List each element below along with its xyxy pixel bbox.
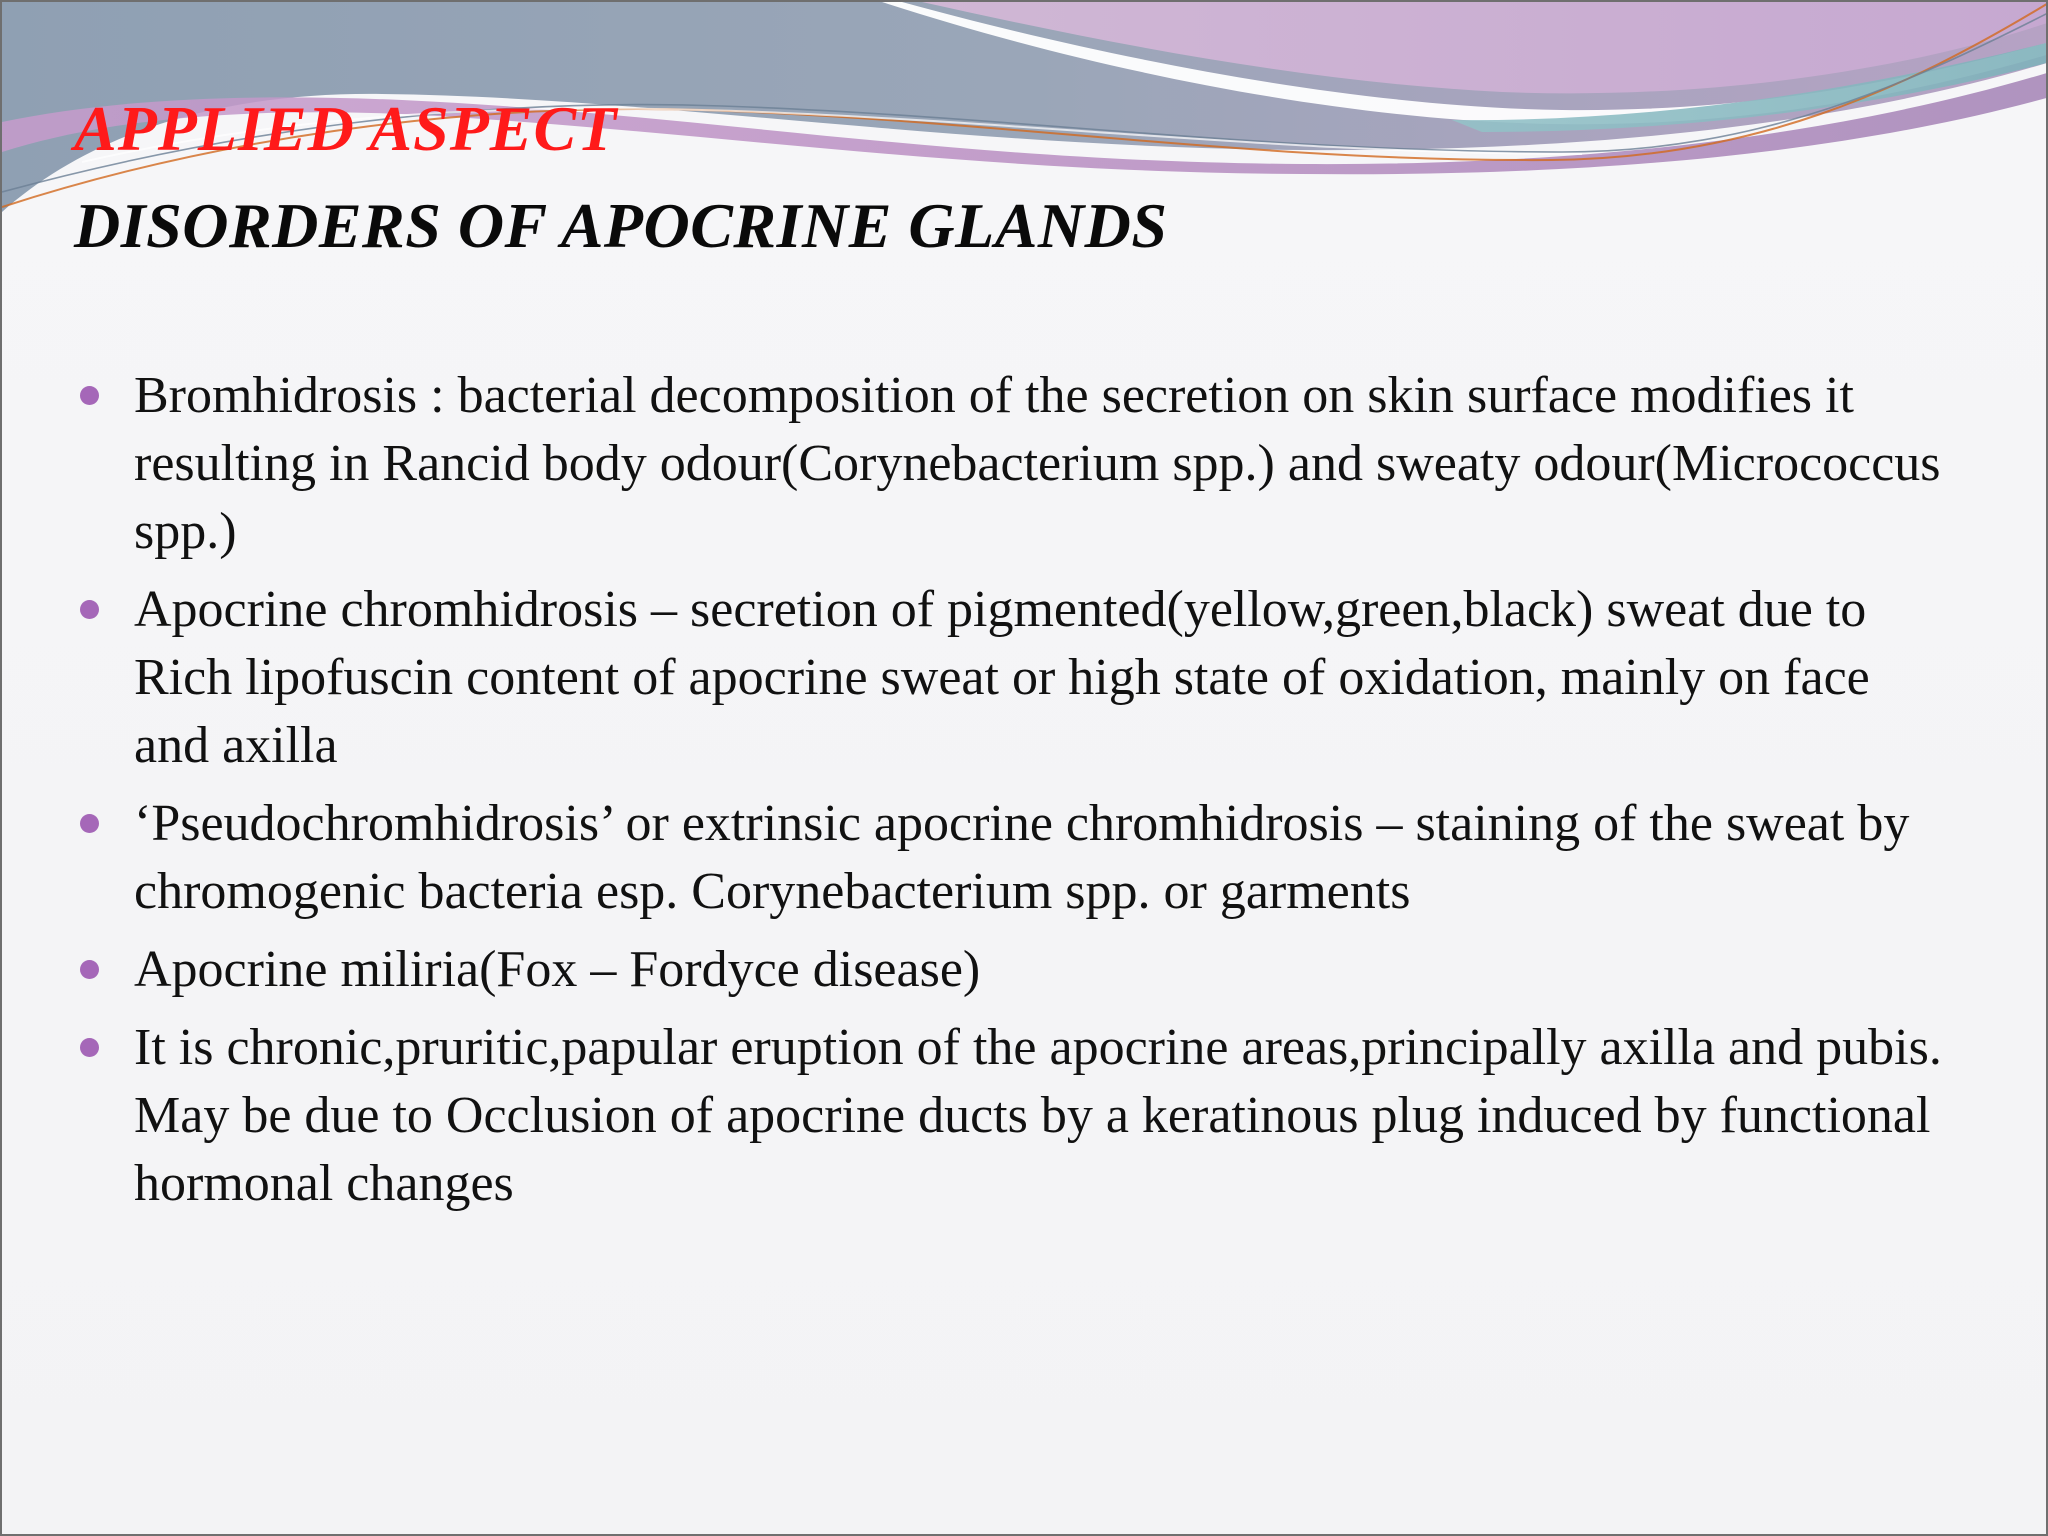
bullet-item-apocrine-chromhidrosis [72, 576, 1952, 780]
bullet-text: It is chronic,pruritic,papular eruption of the apocrine areas,principally axilla and pubis. May be due to Occlusion of apocrine ducts by a keratinous plug induced by functional hormonal changes [134, 1019, 1942, 1212]
bullet-list [72, 362, 1952, 1228]
bullet-dot-icon [80, 960, 99, 979]
bullet-dot-icon [80, 600, 99, 619]
bullet-item-bromhidrosis [72, 362, 1952, 566]
bullet-text: Bromhidrosis : bacterial decomposition of the secretion on skin surface modifies it resulting in Rancid body odour(Corynebacterium spp.) and sweaty odour(Micrococcus spp.) [134, 367, 1941, 560]
bullet-dot-icon [80, 814, 99, 833]
bullet-text: Apocrine miliria(Fox – Fordyce disease) [134, 941, 981, 998]
bullet-item-chronic-eruption [72, 1014, 1952, 1218]
bullet-text: Apocrine chromhidrosis – secretion of pigmented(yellow,green,black) sweat due to Rich lipofuscin content of apocrine sweat or high state of oxidation, mainly on face and axilla [134, 581, 1870, 774]
slide-title-applied-aspect: APPLIED ASPECT [74, 93, 618, 164]
bullet-text: ‘Pseudochromhidrosis’ or extrinsic apocrine chromhidrosis – staining of the sweat by chromogenic bacteria esp. Corynebacterium spp. or garments [134, 795, 1910, 920]
slide-title-disorders: DISORDERS OF APOCRINE GLANDS [74, 190, 1168, 261]
bullet-item-pseudochromhidrosis [72, 790, 1952, 926]
bullet-dot-icon [80, 1038, 99, 1057]
bullet-item-apocrine-miliria [72, 936, 1952, 1004]
bullet-dot-icon [80, 386, 99, 405]
